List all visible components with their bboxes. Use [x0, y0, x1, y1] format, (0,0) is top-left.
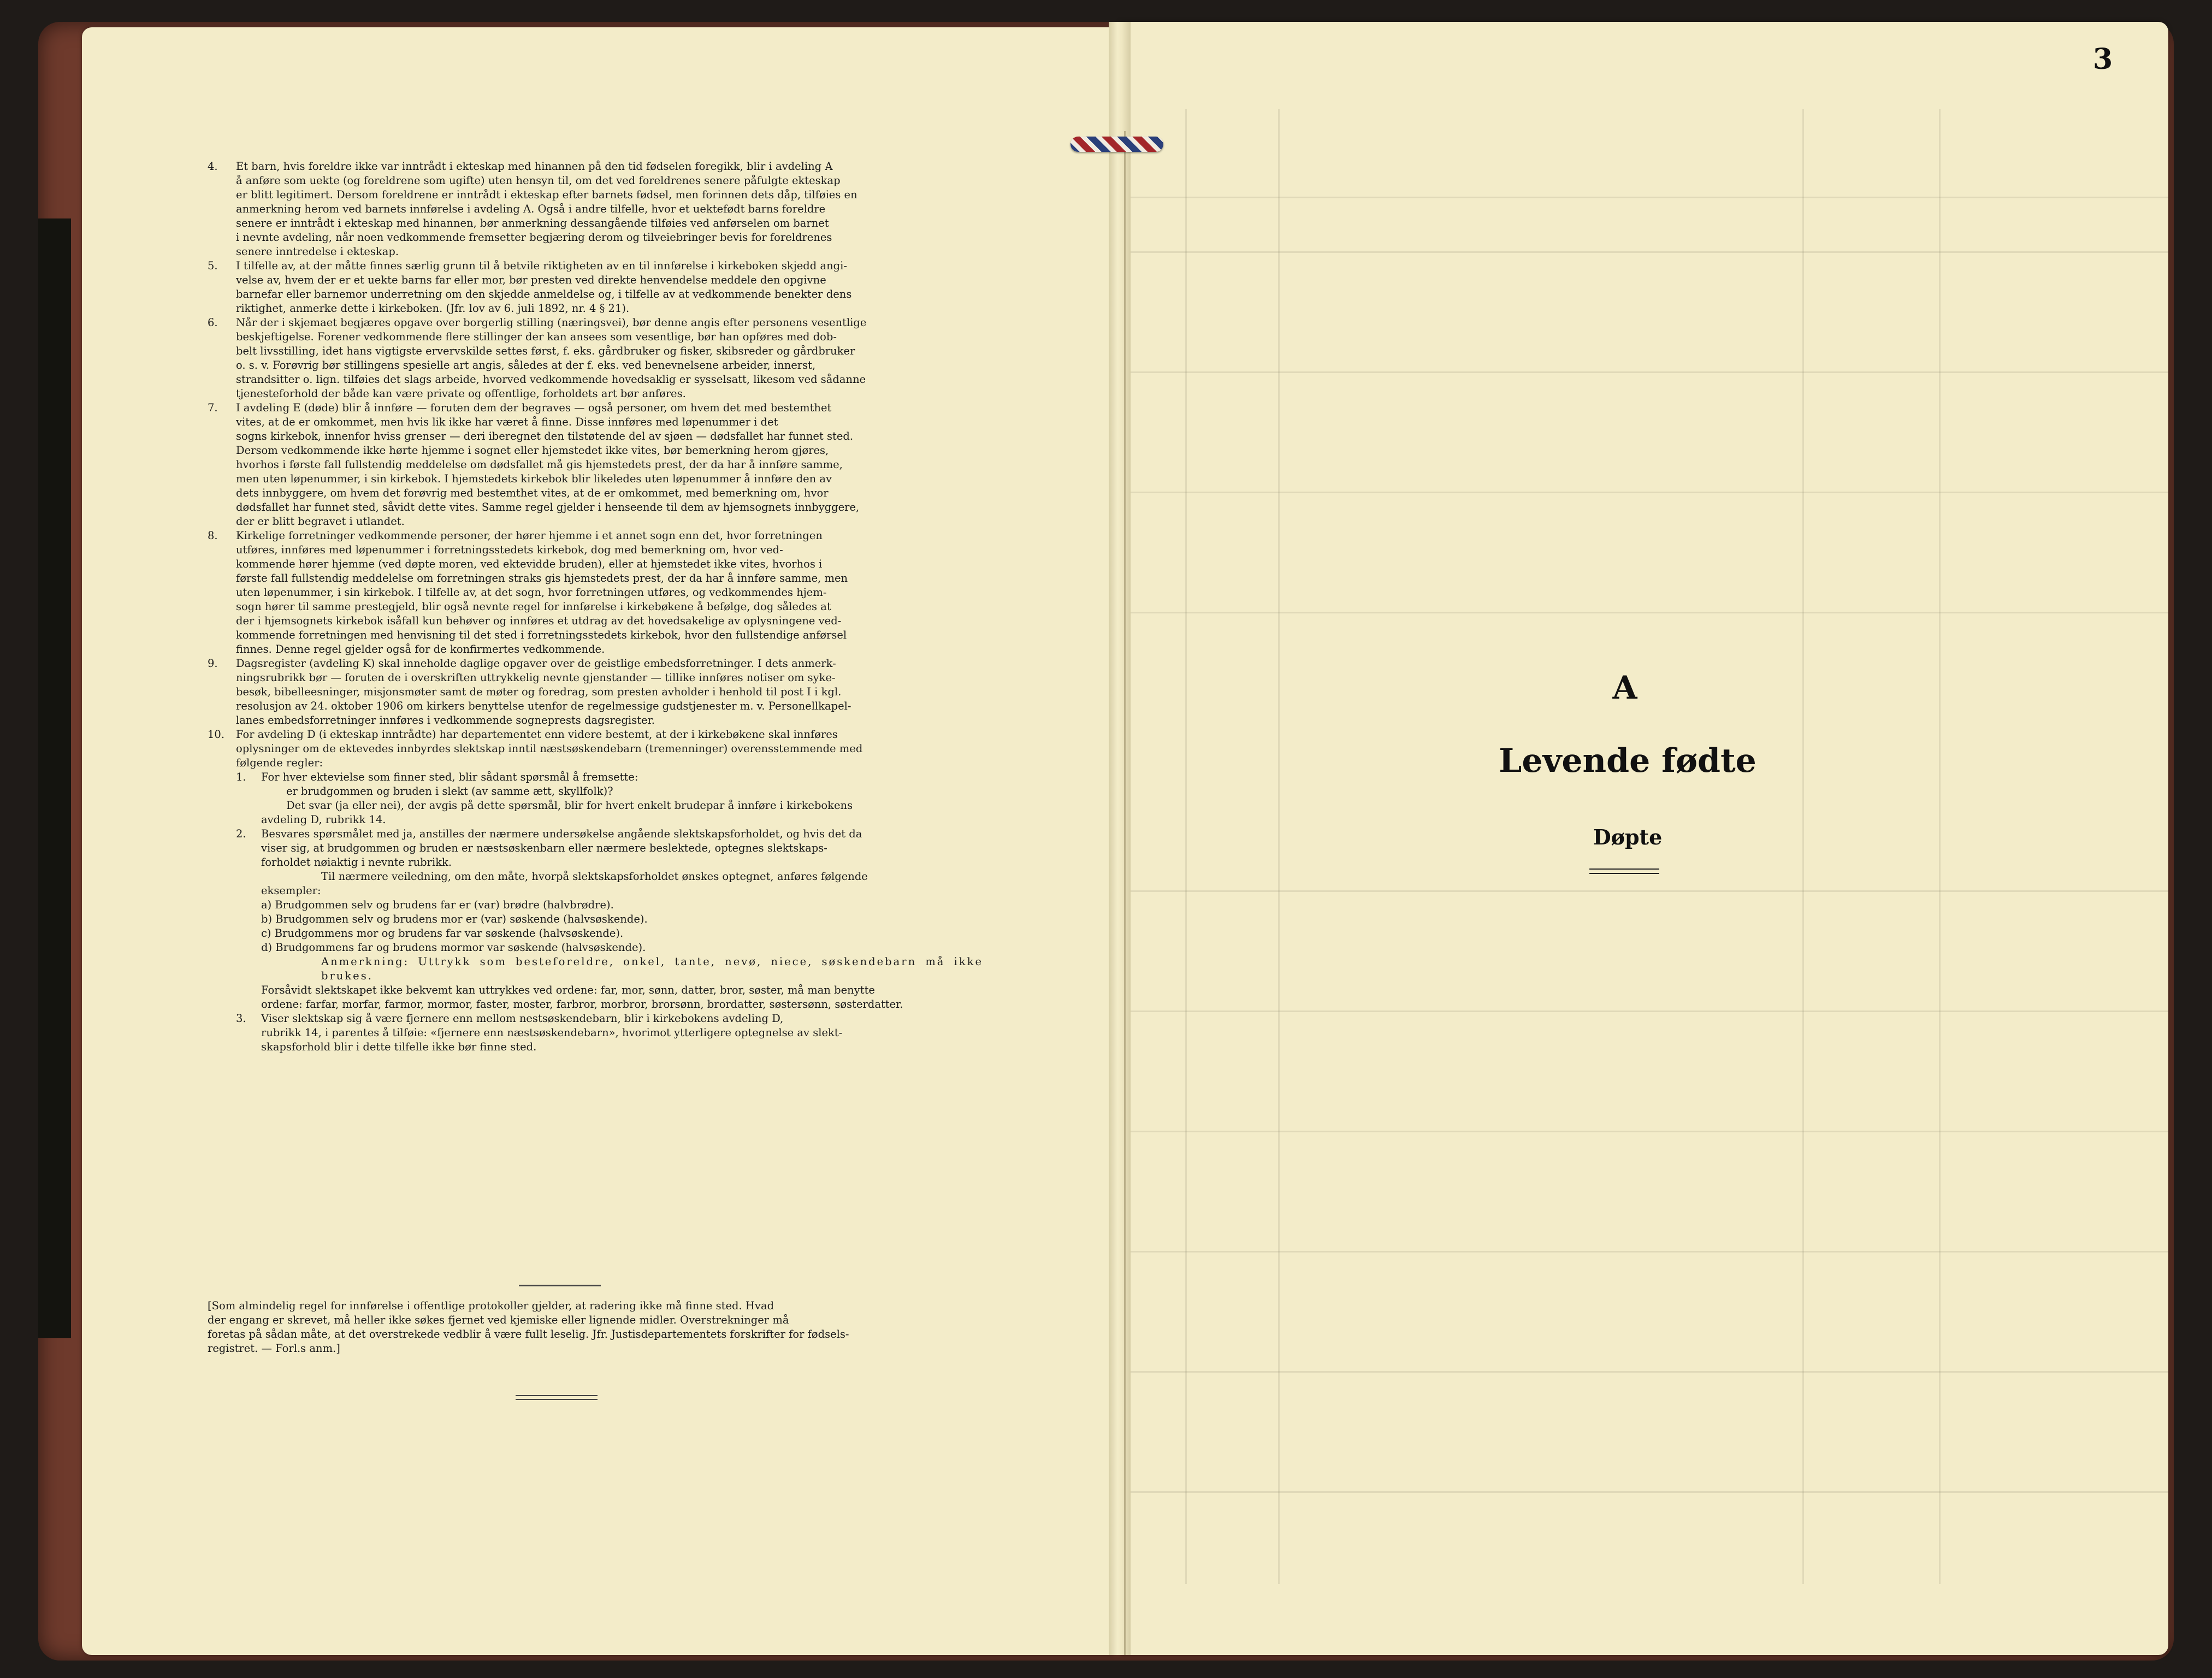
section-letter: A	[1612, 669, 1637, 706]
bottom-double-rule	[516, 1395, 598, 1396]
regulation-item	[208, 159, 983, 259]
title-double-rule	[1589, 868, 1659, 874]
footnote-line: der engang er skrevet, må heller ikke søkes fjernet ved kjemiske eller lignende midler. Overstrekninger må	[208, 1314, 789, 1326]
bleed-through-line	[1120, 251, 2168, 253]
regulation-line: uten løpenummer, i sin kirkebok. I tilfelle av, at det sogn, hvor forretningen utføres, og vedkommendes hjem-	[236, 586, 827, 599]
subitem-number: 2.	[236, 828, 246, 840]
gutter-fold-line	[1124, 131, 1126, 1655]
regulation-line: følgende regler:	[236, 757, 323, 769]
bottom-double-rule	[516, 1399, 598, 1400]
regulation-line: der er blitt begravet i utlandet.	[236, 515, 405, 528]
binding-strip	[38, 218, 71, 1338]
regulation-number: 6.	[208, 316, 218, 329]
regulation-line: men uten løpenummer, i sin kirkebok. I hjemstedets kirkebok blir likeledes uten løpenummer å innføre den av	[236, 472, 832, 485]
subitem-line: a) Brudgommen selv og brudens far er (var) brødre (halvbrødre).	[261, 899, 614, 911]
bleed-through-line	[1120, 612, 2168, 613]
regulation-number: 8.	[208, 529, 218, 542]
rule-10-sublist	[236, 770, 983, 1054]
subitem-line: viser sig, at brudgommen og bruden er næstsøskenbarn eller nærmere beslektede, optegnes slektskaps-	[261, 842, 827, 854]
regulation-line: Dersom vedkommende ikke hørte hjemme i sognet eller hjemstedet ikke vites, bør bemerkning herom gjøres,	[236, 444, 829, 457]
regulation-line: riktighet, anmerke dette i kirkeboken. (Jfr. lov av 6. juli 1892, nr. 4 § 21).	[236, 302, 630, 315]
footnote-line: registret. — Forl.s anm.]	[208, 1342, 340, 1355]
subitem-line: Til nærmere veiledning, om den måte, hvorpå slektskapsforholdet ønskes optegnet, anføres følgende	[321, 870, 868, 883]
regulation-line: i nevnte avdeling, når noen vedkommende fremsetter begjæring derom og tilveiebringer bevis for foreldrenes	[236, 231, 832, 244]
section-title: Levende fødte	[1499, 742, 1756, 780]
subitem-line: Besvares spørsmålet med ja, anstilles der nærmere undersøkelse angående slektskapsforholdet, og hvis det da	[261, 828, 862, 840]
bleed-through-line	[1120, 890, 2168, 892]
regulation-line: Kirkelige forretninger vedkommende personer, der hører hjemme i et annet sogn enn det, hvor forretningen	[236, 529, 823, 542]
subitem-line: eksempler:	[261, 884, 321, 897]
bleed-through-line	[1120, 1491, 2168, 1493]
regulation-line: I avdeling E (døde) blir å innføre — foruten dem der begraves — også personer, om hvem det med bestemthet	[236, 401, 832, 414]
regulation-line: hvorhos i første fall fullstendig meddelelse om dødsfallet må gis hjemstedets prest, der da har å innføre samme,	[236, 458, 843, 471]
regulation-line: velse av, hvem der er et uekte barns far eller mor, bør presten ved direkte henvendelse meddele den opgivne	[236, 274, 826, 286]
bleed-through-column	[1185, 109, 1187, 1584]
regulation-number: 10.	[208, 728, 225, 741]
rule-10-subitem	[236, 1012, 983, 1054]
regulation-line: å anføre som uekte (og foreldrene som ugifte) uten hensyn til, om det ved foreldrenes senere påfulgte ekteskap	[236, 174, 841, 187]
regulation-number: 7.	[208, 401, 218, 414]
regulation-line: vites, at de er omkommet, men hvis lik ikke har været å finne. Disse innføres med løpenummer i det	[236, 416, 778, 428]
bleed-through-line	[1120, 1371, 2168, 1373]
bleed-through-column	[1939, 109, 1941, 1584]
page-number: 3	[2093, 43, 2113, 76]
regulation-line: kommende hører hjemme (ved døpte moren, ved ektevidde bruden), eller at hjemstedet ikke vites, hvorhos i	[236, 558, 823, 570]
subitem-line: Anmerkning: Uttrykk som besteforeldre, onkel, tante, nevø, niece, søskendebarn må ikke brukes.	[321, 955, 983, 982]
regulation-line: er blitt legitimert. Dersom foreldrene er inntrådt i ekteskap efter barnets fødsel, men forinnen dets dåp, tilføies en	[236, 188, 857, 201]
subitem-line: Viser slektskap sig å være fjernere enn mellom nestsøskendebarn, blir i kirkebokens avdeling D,	[261, 1012, 784, 1025]
regulation-item	[208, 657, 983, 728]
regulation-line: anmerkning herom ved barnets innførelse i avdeling A. Også i andre tilfelle, hvor et uektefødt barns foreldre	[236, 203, 826, 215]
regulation-item	[208, 728, 983, 770]
regulation-line: dødsfallet har funnet sted, såvidt dette vites. Samme regel gjelder i henseende til dem av hjemsognets innbyggere,	[236, 501, 860, 513]
regulation-item	[208, 401, 983, 529]
bleed-through-line	[1120, 197, 2168, 198]
regulation-item	[208, 316, 983, 401]
subitem-line: For hver ektevielse som finner sted, blir sådant spørsmål å fremsette:	[261, 771, 638, 783]
bleed-through-line	[1120, 1131, 2168, 1132]
bleed-through-line	[1120, 1011, 2168, 1012]
book-gutter	[1109, 22, 1131, 1655]
regulation-line: finnes. Denne regel gjelder også for de konfirmertes vedkommende.	[236, 643, 605, 655]
regulation-line: barnefar eller barnemor underretning om den skjedde anmeldelse og, i tilfelle av at vedkommende benekter dens	[236, 288, 852, 300]
subitem-line: rubrikk 14, i parentes å tilføie: «fjernere enn næstsøskendebarn», hvorimot ytterligere optegnelse av slekt-	[261, 1026, 843, 1039]
subitem-line: er brudgommen og bruden i slekt (av samme ætt, skyllfolk)?	[286, 785, 613, 797]
publisher-footnote	[208, 1299, 983, 1356]
bookmark-ribbon	[1070, 137, 1163, 152]
regulations-text	[208, 159, 983, 1054]
regulation-line: sogn hører til samme prestegjeld, blir også nevnte regel for innførelse i kirkebøkene å befølge, dog således at	[236, 600, 831, 613]
bleed-through-column	[1802, 109, 1804, 1584]
regulation-number: 4.	[208, 160, 218, 173]
subitem-line: Det svar (ja eller nei), der avgis på dette spørsmål, blir for hvert enkelt brudepar å innføre i kirkebokens	[286, 799, 853, 812]
bleed-through-line	[1120, 492, 2168, 493]
regulation-line: belt livsstilling, idet hans vigtigste ervervskilde settes først, f. eks. gårdbruker og fisker, skibsreder og gårdbruker	[236, 345, 855, 357]
regulation-line: lanes embedsforretninger innføres i vedkommende sogneprests dagsregister.	[236, 714, 655, 726]
footnote-line: [Som almindelig regel for innførelse i offentlige protokoller gjelder, at radering ikke må finne sted. Hvad	[208, 1299, 774, 1312]
regulation-line: tjenesteforhold der både kan være private og offentlige, forholdets art bør anføres.	[236, 387, 686, 400]
regulation-line: dets innbyggere, om hvem det forøvrig med bestemthet vites, at de er omkommet, med bemerkning om, hvor	[236, 487, 829, 499]
subitem-line: b) Brudgommen selv og brudens mor er (var) søskende (halvsøskende).	[261, 913, 648, 925]
regulation-line: I tilfelle av, at der måtte finnes særlig grunn til å betvile riktigheten av en til innførelse i kirkeboken skjedd angi-	[236, 259, 847, 272]
subitem-line: ordene: farfar, morfar, farmor, mormor, faster, moster, farbror, morbror, brorsønn, brordatter, søstersønn, søsterdatter.	[261, 998, 903, 1011]
regulation-line: besøk, bibelleesninger, misjonsmøter samt de møter og foredrag, som presten avholder i henhold til post I i kgl.	[236, 686, 842, 698]
subitem-line: d) Brudgommens far og brudens mormor var søskende (halvsøskende).	[261, 941, 646, 954]
separator-rule	[519, 1285, 601, 1286]
subitem-line: c) Brudgommens mor og brudens far var søskende (halvsøskende).	[261, 927, 624, 940]
regulation-line: senere inntredelse i ekteskap.	[236, 245, 399, 258]
rule-10-subitem	[236, 827, 983, 1012]
bleed-through-line	[1120, 371, 2168, 373]
regulation-line: beskjeftigelse. Forener vedkommende flere stillinger der kan ansees som vesentlige, bør han opføres med dob-	[236, 330, 837, 343]
regulation-line: sogns kirkebok, innenfor hviss grenser — deri iberegnet den tilstøtende del av sjøen — dødsfallet har funnet sted.	[236, 430, 854, 442]
footnote-line: foretas på sådan måte, at det overstrekede vedblir å være fullt leselig. Jfr. Justisdepartementets forskrifter for fødsels-	[208, 1328, 849, 1340]
rule-10-subitem	[236, 770, 983, 827]
regulation-line: der i hjemsognets kirkebok isåfall kun behøver og innføres et utdrag av det hovedsakelige av oplysningene ved-	[236, 615, 842, 627]
bleed-through-column	[1278, 109, 1280, 1584]
regulation-line: ningsrubrikk bør — foruten de i overskriften uttrykkelig nevnte gjenstander — tillike innføres notiser om syke-	[236, 671, 836, 684]
subitem-number: 1.	[236, 771, 246, 783]
bleed-through-line	[1120, 1251, 2168, 1252]
section-subtitle: Døpte	[1593, 825, 1663, 849]
regulation-line: utføres, innføres med løpenummer i forretningsstedets kirkebok, dog med bemerkning om, hvor ved-	[236, 543, 783, 556]
regulation-line: Dagsregister (avdeling K) skal inneholde daglige opgaver over de geistlige embedsforretninger. I dets anmerk-	[236, 657, 836, 670]
subitem-number: 3.	[236, 1012, 246, 1025]
regulation-number: 9.	[208, 657, 218, 670]
subitem-line: forholdet nøiaktig i nevnte rubrikk.	[261, 856, 452, 868]
subitem-line: Forsåvidt slektskapet ikke bekvemt kan uttrykkes ved ordene: far, mor, sønn, datter, bror, søster, må man benytte	[261, 984, 875, 996]
regulation-line: For avdeling D (i ekteskap inntrådte) har departementet enn videre bestemt, at der i kirkebøkene skal innføres	[236, 728, 838, 741]
regulation-line: Når der i skjemaet begjæres opgave over borgerlig stilling (næringsvei), bør denne angis efter personens vesentlige	[236, 316, 867, 329]
regulation-line: senere er inntrådt i ekteskap med hinannen, bør anmerkning dessangående tilføies ved anførselen om barnet	[236, 217, 829, 229]
regulation-line: første fall fullstendig meddelelse om forretningen straks gis hjemstedets prest, der da har å innføre samme, men	[236, 572, 848, 584]
subitem-line: avdeling D, rubrikk 14.	[261, 813, 386, 826]
regulation-line: oplysninger om de ektevedes innbyrdes slektskap inntil næstsøskendebarn (tremenninger) overensstemmende med	[236, 742, 863, 755]
regulation-number: 5.	[208, 259, 218, 272]
regulation-item	[208, 259, 983, 316]
regulation-line: o. s. v. Forøvrig bør stillingens spesielle art angis, således at der f. eks. ved benevnelsene arbeider, innerst,	[236, 359, 816, 371]
regulation-line: Et barn, hvis foreldre ikke var inntrådt i ekteskap med hinannen på den tid fødselen foregikk, blir i avdeling A	[236, 160, 833, 173]
subitem-line: skapsforhold blir i dette tilfelle ikke bør finne sted.	[261, 1041, 537, 1053]
regulation-line: kommende forretningen med henvisning til det sted i forretningsstedets kirkebok, hvor den fullstendige anførsel	[236, 629, 847, 641]
regulation-line: resolusjon av 24. oktober 1906 om kirkers benyttelse utenfor de regelmessige gudstjenester m. v. Personellkapel-	[236, 700, 851, 712]
regulation-item	[208, 529, 983, 657]
regulation-line: strandsitter o. lign. tilføies det slags arbeide, hvorved vedkommende hovedsaklig er sysselsatt, likesom ved sådanne	[236, 373, 866, 386]
